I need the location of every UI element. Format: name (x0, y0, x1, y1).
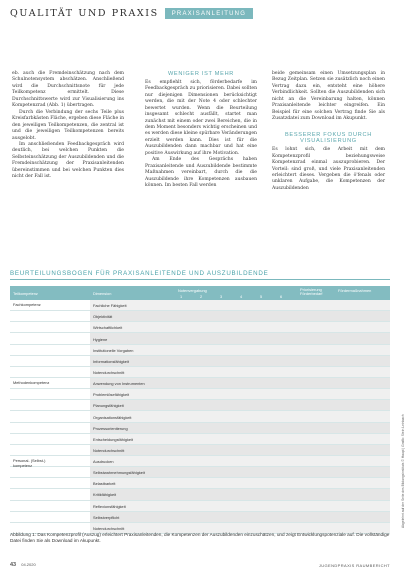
figure-caption: Abbildung 1: Das Kompetenzprofil (Auszug) erleichtert Praxisanleitenden, die Kompetenzen der Auszubildenden einzuschätzen, und zeigt Entwicklungspotenziale auf. Die vollständige Datei finden Sie als Download im Akupunkt. (10, 532, 390, 544)
row-dimension: Prozessorientierung (93, 425, 128, 431)
row-dimension: Reflexionsfähigkeit (93, 503, 126, 509)
section-subtitle-badge: PRAXISANLEITUNG (165, 8, 253, 19)
row-dimension-cell (90, 434, 390, 444)
table-row (10, 512, 390, 523)
row-dimension-cell (90, 300, 390, 310)
table-row (10, 501, 390, 512)
table-header (10, 286, 390, 300)
header-grade-2: 2 (200, 294, 203, 299)
table-row (10, 411, 390, 422)
header-teilkompetenz: Teilkompetenz (13, 291, 38, 296)
row-dimension-cell (90, 501, 390, 511)
column-1 (12, 71, 124, 181)
assessment-table (10, 286, 390, 534)
row-dimension: Notendurchschnitt (93, 447, 125, 453)
row-dimension: Selbstverpflicht (93, 514, 120, 520)
header-noten: Notenvergabung (178, 287, 207, 293)
paragraph: Am Ende des Gesprächs haben Praxisanleitende und Auszubildende bestimmte Maßnahmen vereinbart, durch die die Auszubildende ihre Kompetenzen ausbauen können. Im besten Fall werden (145, 157, 257, 189)
paragraph: Im anschließenden Feedbackgespräch wird deutlich, bei welchen Punkten die Selbsteinschätzung der Auszubildenden und die Fremdeinschätzung der Praxisanleitenden übereinstimmen und bei welchen Punkten dies nicht der Fall ist. (12, 141, 124, 180)
table-title: BEURTEILUNGSBOGEN FÜR PRAXISANLEITENDE UND AUSZUBILDENDE (10, 270, 390, 280)
paragraph: beide gemeinsam einen Umsetzungsplan in Bezug Zeitplan. Setzen sie zusätzlich noch einen Vertrag dazu ein, entsteht eine höhere Verbindlichkeit. Sollten die Auszubildenden sich nicht an die Vereinbarung halten, können Praxisanleitende leichter eingreifen. Ein Beispiel für eine solchen Vertrag finde Sie als Zusatzdatei zum Download im Akupunkt. (272, 71, 385, 122)
row-dimension: Hygiene (93, 336, 108, 342)
table-row (10, 367, 390, 378)
header-prioritaet: Priorisierung Förderbedarf (300, 286, 323, 297)
row-dimension-cell (90, 456, 390, 466)
header-dimension: Dimension (93, 291, 112, 296)
row-dimension-cell (90, 489, 390, 499)
table-row (10, 378, 390, 389)
header-massnahmen: Fördermaßnahmen (338, 287, 372, 293)
row-dimension: Kritikfähigkeit (93, 492, 117, 498)
row-dimension: Organisationsfähigkeit (93, 414, 132, 420)
row-dimension: Belastbarkeit (93, 481, 116, 487)
row-dimension-cell (90, 345, 390, 355)
row-teilkompetenz: Personal- (Selbst-) kompetenz (13, 458, 46, 468)
table-row (10, 478, 390, 489)
table-row (10, 423, 390, 434)
row-dimension: Ausdrucken (93, 459, 114, 465)
row-dimension: Notendurchschnitt (93, 369, 125, 375)
row-dimension-cell (90, 423, 390, 433)
table-row (10, 356, 390, 367)
issue-label: 04.2020 (21, 562, 36, 567)
header-grade-6: 6 (280, 294, 283, 299)
row-dimension: Fachliche Fähigkeit (93, 303, 127, 309)
header-grade-5: 5 (260, 294, 263, 299)
row-dimension: Entscheidungsfähigkeit (93, 436, 134, 442)
page-header (10, 6, 253, 20)
row-dimension: Selbstwahrnehmungsfähigkeit (93, 470, 145, 476)
table-row (10, 445, 390, 456)
row-dimension-cell (90, 445, 390, 455)
row-dimension-cell (90, 322, 390, 332)
row-dimension-cell (90, 378, 390, 388)
page-footer (10, 562, 390, 570)
row-teilkompetenz: Fachkompetenz (13, 302, 41, 308)
paragraph: Es empfiehlt sich, förderbedarfe im Feedbackgespräch zu priorisieren. Dabei sollten nur diejenigen Dimensionen berücksichtigt werden, die mit der Note 4 oder schlechter bewertet wurden. Wenn die Beurteilung insgesamt schlecht ausfällt, startet man zunächst mit einem oder zwei Bereichen, die in dem Moment besonders wichtig erscheinen und es werden diese kleine spürbare Veränderungen erzielt werden kann. Dies ist für die Auszubildenden dann machbar und hat eine positive Auswirkung auf ihre Motivation. (145, 79, 257, 156)
row-dimension-cell (90, 356, 390, 366)
table-row (10, 345, 390, 356)
row-dimension: Objektivität (93, 314, 113, 320)
row-dimension: Informationsfähigkeit (93, 358, 129, 364)
row-dimension-cell (90, 467, 390, 477)
paragraph: Es lohnt sich, die Arbeit mit dem Kompetenzprofil beziehungsweise Kompetenzrad einmal auszuprobieren. Der Vorteil: sind groß, und viele Praxisanleitenden erleichtert dieses. Vergeben die ö'fenals oder unklaren Aufgabe, die Kompetenzen der Auszubildenden (272, 147, 385, 191)
subheading: BESSERER FOKUS DURCH VISUALISIERUNG (284, 131, 373, 145)
table-row (10, 333, 390, 344)
row-dimension: Notendurchschnitt (93, 525, 125, 531)
subheading: WENIGER IST MEHR (167, 71, 235, 77)
publication-name: JUGENDPRAXIS RAUMBERICHT (318, 563, 390, 568)
table-row (10, 311, 390, 322)
table-row (10, 389, 390, 400)
table-body (10, 300, 390, 534)
row-dimension-cell (90, 389, 390, 399)
header-grade-3: 3 (220, 294, 223, 299)
row-dimension: Institutionelle Vorgaben (93, 347, 134, 353)
row-dimension: Wirtschaftlichkeit (93, 325, 123, 331)
row-dimension-cell (90, 311, 390, 321)
paragraph: eb. auch die Fremdeinschätzung nach dem Schulnotensystem abschätzen. Anschließend wird die Durchschnittsnote für jede Teilkompetenz ermittelt. Diese Durchschnittswerte wird zur Visualisierung ins Kompetenzrad (Abb. 1) übertragen. (12, 71, 124, 109)
image-credit: Abgelehnt auf der Seite des Bildungsinstituts © Haupt | Grafik: Stein Leinbach (401, 414, 405, 528)
header-grade-4: 4 (240, 294, 243, 299)
section-title: QUALITÄT UND PRAXIS (10, 7, 159, 19)
row-dimension: Planungsfähigkeit (93, 403, 124, 409)
page-number: 43 (10, 562, 17, 568)
paragraph: Durch die Verbindung der sechs Teile plus Kreisfarbkästen Fläche, ergeben diese Fläche in den jeweiligen Teilkompetenzen, die zentral ist und die jeweiligen Teilkompetenzen bereits ausgelobt. (12, 109, 124, 141)
row-dimension-cell (90, 333, 390, 343)
row-dimension: Anwendung von Instrumenten (93, 381, 145, 387)
table-row (10, 467, 390, 478)
column-2 (145, 71, 257, 190)
header-grade-1: 1 (180, 294, 183, 299)
table-row (10, 456, 390, 467)
row-teilkompetenz: Methodenkompetenz (13, 380, 50, 386)
row-dimension-cell (90, 367, 390, 377)
table-row (10, 400, 390, 411)
table-row (10, 300, 390, 311)
table-row (10, 434, 390, 445)
column-3 (272, 71, 385, 192)
row-dimension-cell (90, 400, 390, 410)
row-dimension: Problemlösefähigkeit (93, 392, 130, 398)
row-dimension-cell (90, 478, 390, 488)
row-dimension-cell (90, 512, 390, 522)
table-row (10, 489, 390, 500)
row-dimension-cell (90, 411, 390, 421)
table-row (10, 322, 390, 333)
